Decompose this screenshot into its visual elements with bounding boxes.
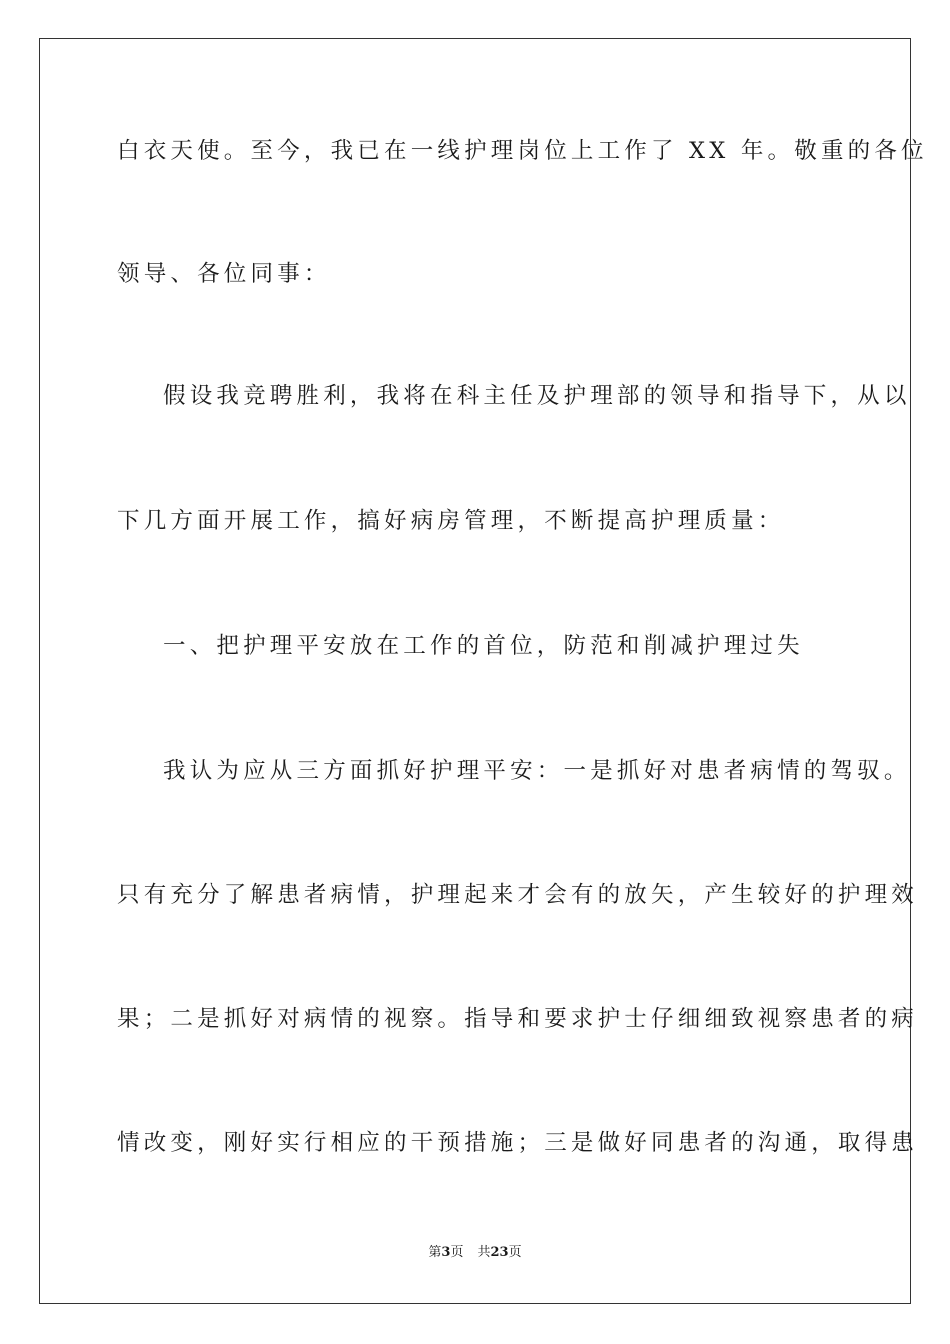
- body-text-line: 下几方面开展工作，搞好病房管理，不断提高护理质量：: [117, 508, 785, 534]
- total-pages: 23: [490, 1245, 509, 1260]
- body-text-line: 领导、各位同事：: [117, 261, 331, 287]
- body-text-line: 果；二是抓好对病情的视察。指导和要求护士仔细细致视察患者的病: [117, 1006, 919, 1032]
- total-label-suffix: 页: [508, 1245, 522, 1260]
- body-text-line: 假设我竞聘胜利，我将在科主任及护理部的领导和指导下，从以: [163, 383, 911, 409]
- page-border: [39, 38, 911, 1304]
- body-text-line: 白衣天使。至今，我已在一线护理岗位上工作了 XX 年。敬重的各位: [117, 138, 928, 164]
- page-label-suffix: 页: [450, 1245, 464, 1260]
- body-text-line: 只有充分了解患者病情，护理起来才会有的放矢，产生较好的护理效: [117, 882, 919, 908]
- body-text-line: 情改变，刚好实行相应的干预措施；三是做好同患者的沟通，取得患: [117, 1130, 919, 1156]
- page-footer: [0, 1244, 950, 1262]
- total-label-prefix: 共: [477, 1245, 491, 1260]
- section-heading: 一、把护理平安放在工作的首位，防范和削减护理过失: [163, 633, 804, 659]
- body-text-line: 我认为应从三方面抓好护理平安：一是抓好对患者病情的驾驭。: [163, 758, 911, 784]
- page-label-prefix: 第: [428, 1245, 442, 1260]
- page-number: 3: [441, 1245, 451, 1260]
